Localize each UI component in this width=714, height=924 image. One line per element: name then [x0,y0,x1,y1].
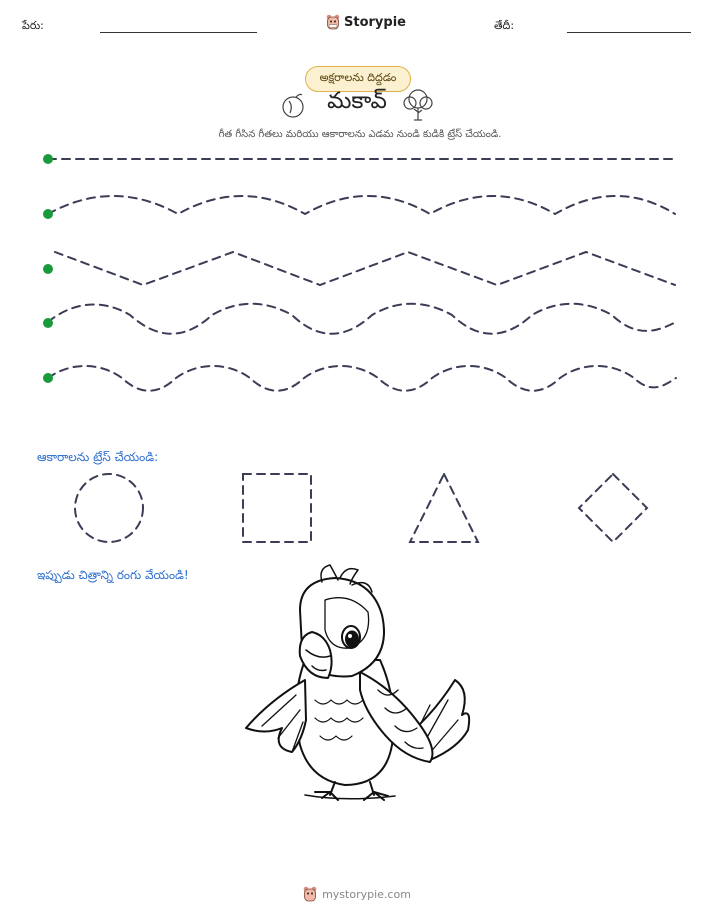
shapes-heading: ఆకారాలను ట్రేస్ చేయండి: [37,450,159,464]
trace-circle[interactable] [75,474,143,542]
apple-icon [283,94,303,117]
worksheet-title: మకావ్ [327,88,387,114]
date-label: తేదీ: [494,19,515,32]
start-dot [43,209,53,219]
instruction-text: గీత గీసిన గీతలు మరియు ఆకారాలను ఎడమ నుండి కుడికి ట్రేస్ చేయండి. [218,129,502,140]
name-label: పేరు: [22,19,44,32]
macaw-illustration[interactable] [246,565,469,800]
start-dot [43,154,53,164]
footer [0,886,714,902]
trace-diamond[interactable] [579,474,647,542]
coloring-heading: ఇప్పుడు చిత్రాన్ని రంగు వేయండి! [37,568,189,582]
bear-logo-icon [303,886,317,902]
footer-site[interactable]: mystorypie.com [322,887,411,901]
brand-name: Storypie [344,14,406,30]
start-dot [43,264,53,274]
trace-line-zigzag[interactable] [55,252,675,285]
worksheet-badge: అక్షరాలను దిద్దడం [305,66,411,92]
trace-triangle[interactable] [410,474,478,542]
trace-line-wave[interactable] [48,304,676,334]
start-dot [43,373,53,383]
trace-square[interactable] [243,474,311,542]
trace-line-scallop[interactable] [48,196,675,214]
start-dot [43,318,53,328]
tree-icon [404,90,432,120]
trace-line-arches[interactable] [48,366,676,391]
